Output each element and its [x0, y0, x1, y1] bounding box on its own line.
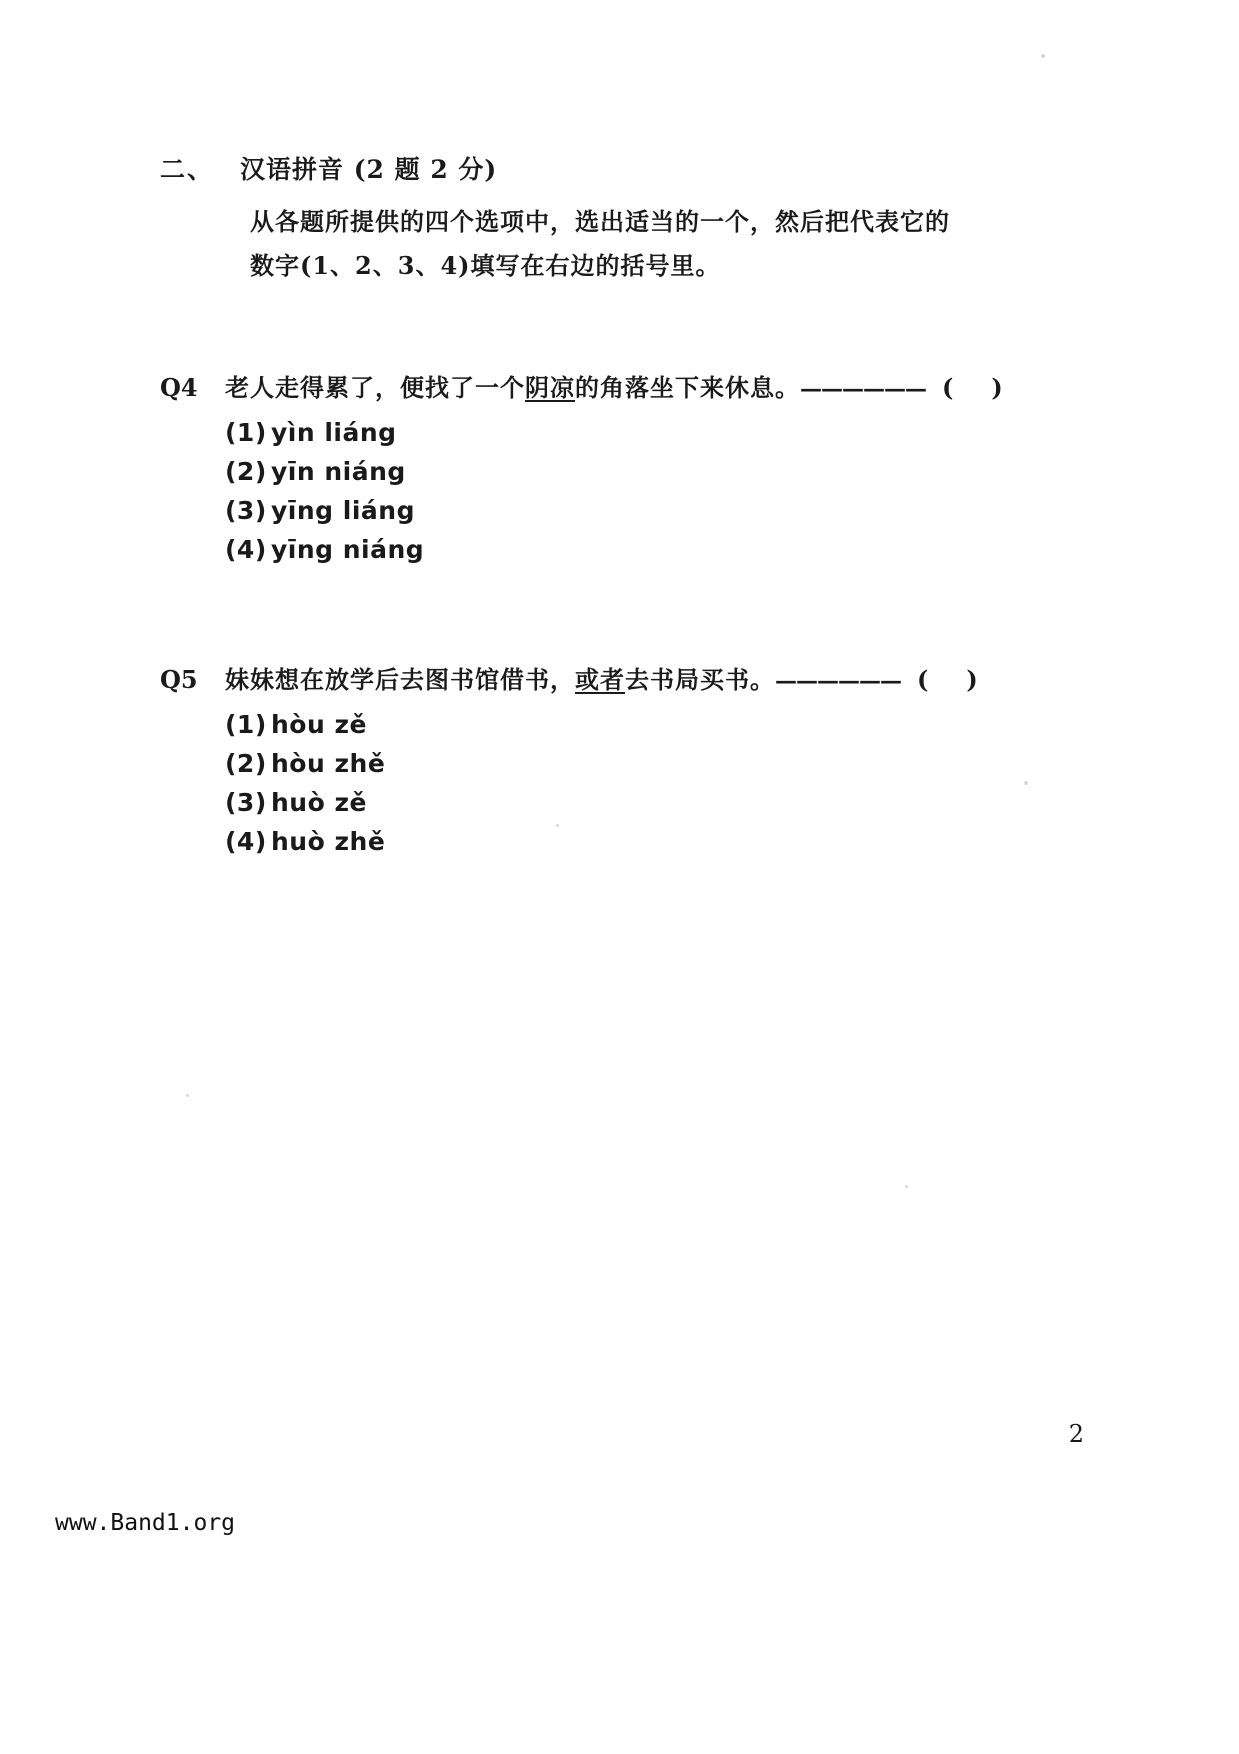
- option-list: [225, 705, 1120, 861]
- option-text: hòu zhě: [271, 749, 386, 778]
- question-stem: [225, 368, 1041, 403]
- stem-text-after: 的角落坐下来休息。: [575, 373, 800, 402]
- answer-bracket-close: ): [966, 665, 1016, 694]
- leader-dashes: ——————: [800, 376, 926, 402]
- option-item[interactable]: [225, 744, 1120, 783]
- scan-speckle: [186, 1094, 189, 1097]
- scan-speckle: [1041, 54, 1045, 58]
- option-number: (3): [225, 496, 267, 525]
- leader-dashes: ——————: [775, 668, 901, 694]
- question-stem: [225, 660, 1016, 695]
- option-item[interactable]: [225, 491, 1120, 530]
- section-header: [160, 150, 1110, 288]
- answer-bracket-open: (: [917, 665, 967, 694]
- option-number: (2): [225, 457, 267, 486]
- question-stem-row: [160, 368, 1120, 403]
- option-item[interactable]: [225, 413, 1120, 452]
- option-text: yīn niáng: [271, 457, 406, 486]
- section-instruction-line-1: 从各题所提供的四个选项中，选出适当的一个，然后把代表它的: [250, 207, 950, 236]
- question-id: Q5: [160, 665, 198, 694]
- section-number: 二、: [160, 155, 215, 184]
- option-text: huò zhě: [271, 827, 386, 856]
- option-number: (1): [225, 418, 267, 447]
- option-text: hòu zě: [271, 710, 367, 739]
- question-q5: [160, 660, 1120, 861]
- section-title: 汉语拼音 (2 题 2 分): [240, 155, 498, 184]
- stem-underlined-word: 阴凉: [525, 373, 575, 402]
- stem-text-after: 去书局买书。: [625, 665, 775, 694]
- section-instruction-line-2: 数字(1、2、3、4)填写在右边的括号里。: [250, 251, 721, 280]
- option-number: (4): [225, 535, 267, 564]
- answer-bracket[interactable]: [917, 665, 1016, 694]
- answer-bracket-close: ): [991, 373, 1041, 402]
- footer-url: www.Band1.org: [55, 1510, 236, 1536]
- stem-underlined-word: 或者: [575, 665, 625, 694]
- option-text: yìn liáng: [271, 418, 397, 447]
- option-number: (4): [225, 827, 267, 856]
- page-number: 2: [1068, 1420, 1084, 1448]
- option-list: [225, 413, 1120, 569]
- stem-text-before: 妹妹想在放学后去图书馆借书，: [225, 665, 575, 694]
- option-item[interactable]: [225, 452, 1120, 491]
- scan-speckle: [905, 1185, 908, 1188]
- option-number: (2): [225, 749, 267, 778]
- option-number: (1): [225, 710, 267, 739]
- option-item[interactable]: [225, 822, 1120, 861]
- option-item[interactable]: [225, 705, 1120, 744]
- question-stem-row: [160, 660, 1120, 695]
- option-text: huò zě: [271, 788, 367, 817]
- option-text: yīng niáng: [271, 535, 425, 564]
- option-item[interactable]: [225, 783, 1120, 822]
- stem-text-before: 老人走得累了，便找了一个: [225, 373, 525, 402]
- question-q4: [160, 368, 1120, 569]
- option-number: (3): [225, 788, 267, 817]
- question-id: Q4: [160, 373, 198, 402]
- answer-bracket[interactable]: [942, 373, 1041, 402]
- option-text: yīng liáng: [271, 496, 415, 525]
- answer-bracket-open: (: [942, 373, 992, 402]
- option-item[interactable]: [225, 530, 1120, 569]
